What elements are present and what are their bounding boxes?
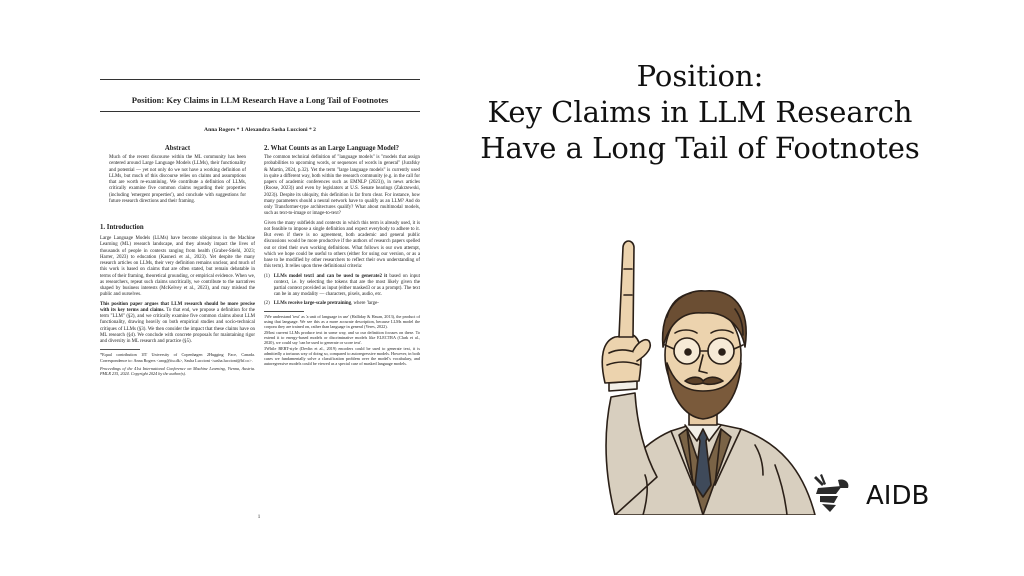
intro-paragraph-2-claim: This position paper argues that LLM research should be more precise with its key terms and claims. <box>100 301 255 313</box>
paper-authors: Anna Rogers * 1 Alexandra Sasha Luccioni * 2 <box>204 127 316 133</box>
footnote-rule <box>100 349 140 350</box>
abstract-heading: Abstract <box>164 145 191 152</box>
heading-line-1: Position: <box>636 59 764 93</box>
intro-heading: 1. Introduction <box>100 224 144 231</box>
title-top-rule <box>100 79 420 80</box>
heading-line-3: Have a Long Tail of Footnotes <box>480 131 920 165</box>
section-2-paragraph-2: Given the many subfields and contexts in which this term is already used, it is not feasible to impose a single definition and expect everybody to adhere to it. But even if there is no agreement, both academic and general public discussions would be more productive if the authors of research papers spelled out or cited their own working definitions. What follows is our own attempt, which we hope could be useful to others (either for using our version, or as a base to be modified by other researchers to reflect their own understanding of this term). It relies upon three definitional criteria: <box>264 220 420 270</box>
intro-paragraph-1: Large Language Models (LLMs) have become ubiquitous in the Machine Learning (ML) research landscape, and they already impact the lives of thousands of people in contexts ranging from health (Graber-Stiehl, 2023; Harrer, 2023) to education (Kasneci et al., 2023). Yet despite the many research articles on LLMs, their very definition remains unclear, and much of this work is based on claims that are often stated, but remain debatable in terms of their framing, theoretical grounding, or empirical evidence. When we, as researchers, repeat such claims uncritically, we contribute to the narratives shaped by business interests (McKelvey et al., 2023), and may mislead the public and ourselves. <box>100 236 255 298</box>
logo-text: AIDB <box>866 481 930 511</box>
footnote-affiliation: *Equal contribution 1IT University of Copenhagen 2Hugging Face, Canada. Correspondence to: Anna Rogers <arog@itu.dk>, Sasha Luccioni <sasha.luccioni@hf.co>. <box>100 352 255 363</box>
right-column <box>264 145 420 367</box>
criterion-2-title: LLMs receive large-scale pretraining <box>273 300 352 306</box>
footnote-proceedings: Proceedings of the 41st International Conference on Machine Learning, Vienna, Austria. PMLR 235, 2024. Copyright 2024 by the author(s). <box>100 365 255 377</box>
intro-paragraph-2 <box>100 302 255 346</box>
slide-heading <box>440 58 960 166</box>
paper-page <box>92 76 426 528</box>
criterion-1 <box>264 274 420 299</box>
bee-icon <box>808 472 852 520</box>
criterion-1-title: LLMs model text1 and can be used to generate2 it <box>273 273 388 279</box>
abstract-text: Much of the recent discourse within the ML community has been centered around Large Language Models (LLMs), their functionality and potential — yet not only do we not have a working definition of LLMs, but much of this discourse relies on claims and assumptions that are worth re-examining. We contribute a definition of LLMs, critically examine five common claims regarding their properties (including 'emergent properties'), and conclude with suggestions for future research directions and their framing. <box>109 155 246 204</box>
right-footnote-rule <box>264 311 304 312</box>
criterion-1-text: based on input context, i.e. by selecting the tokens that are the most likely given the partial context provided as input (either masked3 or as a prompt). The text can be in any modality — characters, pixels, audio, etc. <box>273 273 420 298</box>
aidb-logo <box>808 472 968 520</box>
criterion-2 <box>264 301 420 307</box>
footnote-2: 2Most current LLMs produce text in some way, and so our definition focuses on these. To extend it to energy-based models or discriminative models like ELECTRA (Clark et al., 2020), we could say 'can be used to generate or score text'. <box>264 329 420 346</box>
section-2-heading: 2. What Counts as an Large Language Model? <box>264 145 400 152</box>
pointing-scholar-icon <box>575 185 840 515</box>
criterion-1-number: (1) <box>264 273 270 279</box>
criterion-2-text: , where 'large- <box>351 300 379 306</box>
section-2-paragraph-1: The common technical definition of "language models" is "models that assign probabilities to upcoming words, or sequences of words in general" (Jurafsky & Martin, 2024, p.32). Yet the term "large language models" is currently used in quite a different way, both within the research community (e.g. in the call for papers of academic conferences such as EMNLP (2023)), in news articles (Roose, 2023)) and even by legislators at U.S. Senate hearings (Zakrzewski, 2023)). Despite its ubiquity, this definition is far from clear. For instance, how many parameters should a neural network have to qualify as an LLM? And do only Transformer-type architectures qualify? What about multimodal models, such as text-to-image or image-to-text? <box>264 155 420 217</box>
footnote-3: 3While BERT-style (Devlin et al., 2019) encoders could be used to generate text, it is admittedly a tortuous way of doing so, compared to autoregressive models. However, in both cases we fundamentally solve a classification problem over the model's vocabulary, and autoregressive models could be viewed as a special case of masked language models. <box>264 345 420 367</box>
title-bottom-rule <box>100 111 420 112</box>
heading-line-2: Key Claims in LLM Research <box>487 95 913 129</box>
intro-paragraph-2-body: To that end, we propose a definition for the term "LLM" (§2), and we critically examine five common claims about LLM functionality, drawing heavily on both empirical studies and socio-technical critiques of LLMs (§3). We then consider the impact that these claims have on ML research (§4). We conclude with concrete proposals for maintaining rigor and diversity in ML research and practice (§5). <box>100 307 255 344</box>
criterion-2-number: (2) <box>264 300 270 306</box>
footnote-1: 1We understand 'text' as 'a unit of language in use' (Halliday & Hasan, 2013), the product of using that language. We see this as a more accurate description, because LLMs model the corpora they are trained on, rather than language in general (Veres, 2022). <box>264 313 420 330</box>
paper-title: Position: Key Claims in LLM Research Have a Long Tail of Footnotes <box>131 95 389 105</box>
left-column <box>100 145 255 376</box>
page-number: 1 <box>257 515 261 520</box>
